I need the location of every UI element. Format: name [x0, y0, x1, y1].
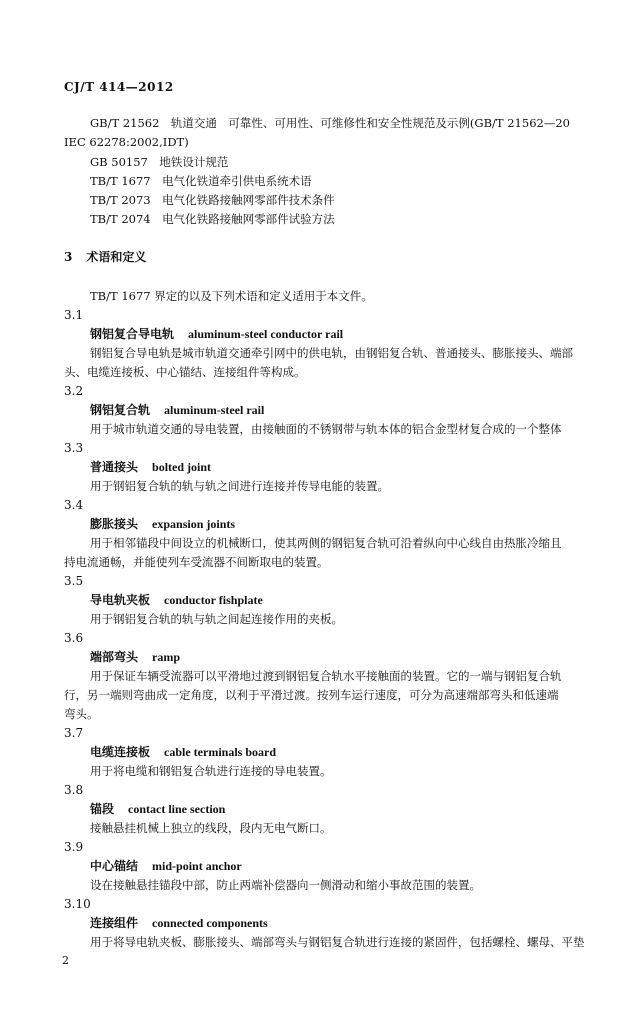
- term-definition: 用于相邻锚段中间设立的机械断口，使其两侧的钢铝复合轨可沿着纵向中心线自由热胀冷缩且: [90, 536, 562, 550]
- term-en: aluminum-steel conductor rail: [188, 327, 344, 341]
- term-number: 3.6: [64, 631, 84, 645]
- term-zh: 端部弯头: [90, 650, 139, 664]
- section-heading: [64, 250, 146, 264]
- term-title: [90, 593, 263, 607]
- reference-line: TB/T 2074 电气化铁路接触网零部件试验方法: [90, 212, 335, 226]
- term-en: expansion joints: [152, 517, 236, 531]
- term-definition: 用于将导电轨夹板、膨胀接头、端部弯头与钢铝复合轨进行连接的紧固件，包括螺栓、螺母、平垫: [90, 935, 585, 949]
- term-number: 3.3: [64, 441, 84, 455]
- term-definition: 设在接触悬挂锚段中部，防止两端补偿器向一侧滑动和缩小事故范围的装置。: [90, 878, 481, 892]
- reference-line: TB/T 2073 电气化铁路接触网零部件技术条件: [90, 193, 335, 207]
- term-definition: 接触悬挂机械上独立的线段，段内无电气断口。: [90, 821, 332, 835]
- term-zh: 膨胀接头: [90, 517, 139, 531]
- section-intro: TB/T 1677 界定的以及下列术语和定义适用于本文件。: [90, 289, 373, 303]
- term-number: 3.1: [64, 308, 84, 322]
- term-definition: 用于钢铝复合轨的轨与轨之间进行连接并传导电能的装置。: [90, 479, 389, 493]
- term-number: 3.7: [64, 726, 84, 740]
- term-title: [90, 650, 180, 664]
- term-definition: 头、电缆连接板、中心锚结、连接组件等构成。: [64, 365, 306, 379]
- term-definition: 持电流通畅，并能使列车受流器不间断取电的装置。: [64, 555, 329, 569]
- section-title: 术语和定义: [86, 250, 147, 264]
- term-definition: 弯头。: [64, 707, 99, 721]
- term-en: mid-point anchor: [152, 859, 242, 873]
- term-definition: 钢铝复合导电轨是城市轨道交通牵引网中的供电轨，由钢铝复合轨、普通接头、膨胀接头、端部: [90, 346, 573, 360]
- term-zh: 钢铝复合轨: [90, 403, 151, 417]
- term-zh: 电缆连接板: [90, 745, 151, 759]
- term-definition: 用于钢铝复合轨的轨与轨之间起连接作用的夹板。: [90, 612, 343, 626]
- term-number: 3.10: [64, 897, 91, 911]
- term-number: 3.8: [64, 783, 84, 797]
- term-title: [90, 802, 225, 816]
- term-en: bolted joint: [152, 460, 212, 474]
- reference-line: TB/T 1677 电气化铁道牵引供电系统术语: [90, 174, 312, 188]
- page-number: 2: [62, 954, 69, 967]
- term-title: [90, 916, 268, 930]
- term-title: [90, 460, 211, 474]
- reference-line: GB 50157 地铁设计规范: [90, 155, 229, 169]
- term-en: connected components: [152, 916, 268, 930]
- term-en: aluminum-steel rail: [164, 403, 265, 417]
- section-number: 3: [64, 250, 73, 264]
- term-number: 3.4: [64, 498, 84, 512]
- term-zh: 锚段: [90, 802, 115, 816]
- reference-line: GB/T 21562 轨道交通 可靠性、可用性、可维修性和安全性规范及示例(GB/T 21562—20: [90, 116, 570, 130]
- term-title: [90, 859, 242, 873]
- term-zh: 普通接头: [90, 460, 139, 474]
- term-title: [90, 403, 264, 417]
- term-zh: 钢铝复合导电轨: [90, 327, 175, 341]
- term-title: [90, 517, 235, 531]
- term-definition: 行，另一端则弯曲成一定角度，以利于平滑过渡。按列车运行速度，可分为高速端部弯头和低速端: [64, 688, 559, 702]
- term-title: [90, 745, 276, 759]
- term-title: [90, 327, 343, 341]
- term-definition: 用于保证车辆受流器可以平滑地过渡到钢铝复合轨水平接触面的装置。它的一端与钢铝复合轨: [90, 669, 562, 683]
- term-number: 3.2: [64, 384, 84, 398]
- term-zh: 导电轨夹板: [90, 593, 151, 607]
- term-definition: 用于将电缆和钢铝复合轨进行连接的导电装置。: [90, 764, 332, 778]
- term-en: conductor fishplate: [164, 593, 263, 607]
- term-number: 3.5: [64, 574, 84, 588]
- term-zh: 连接组件: [90, 916, 139, 930]
- term-number: 3.9: [64, 840, 84, 854]
- standard-header: CJ/T 414—2012: [64, 80, 174, 94]
- term-zh: 中心锚结: [90, 859, 139, 873]
- reference-line: IEC 62278:2002,IDT): [64, 135, 189, 149]
- term-en: contact line section: [128, 802, 226, 816]
- term-definition: 用于城市轨道交通的导电装置，由接触面的不锈钢带与轨本体的铝合金型材复合成的一个整体: [90, 422, 562, 436]
- term-en: cable terminals board: [164, 745, 277, 759]
- term-en: ramp: [152, 650, 181, 664]
